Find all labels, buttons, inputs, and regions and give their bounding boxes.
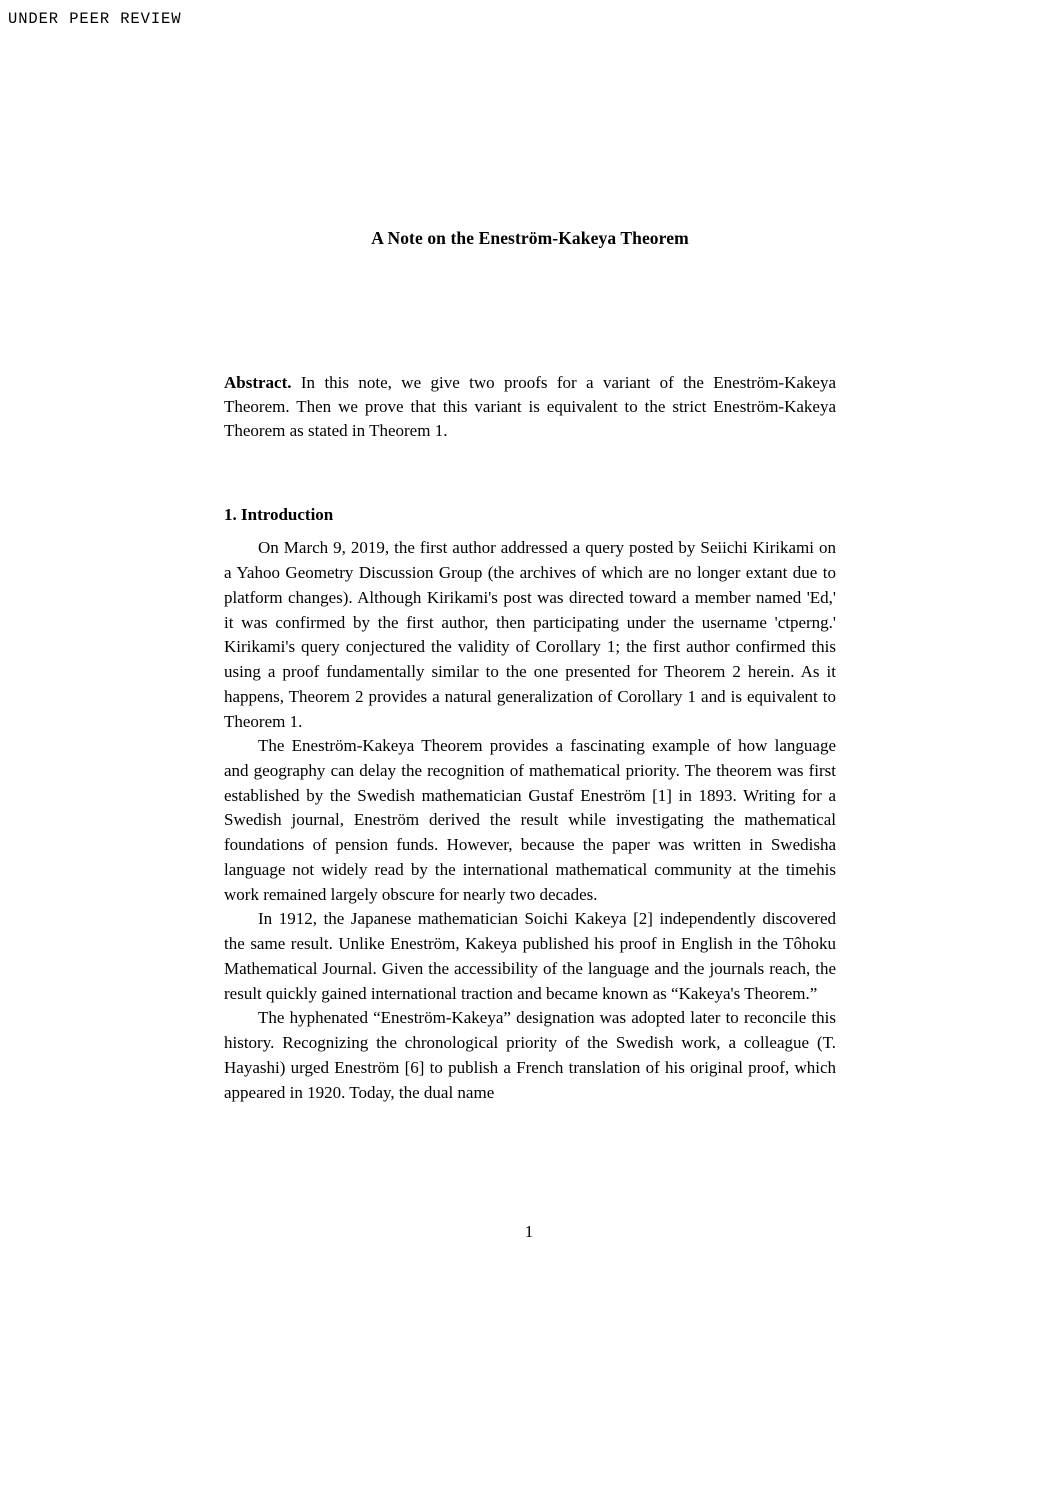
paragraph: The Eneström-Kakeya Theorem provides a fascinating example of how language and geography can delay the recognition of mathematical priority. The theorem was first established by the Swedish mathematician Gustaf Eneström [1] in 1893. Writing for a Swedish journal, Eneström derived the result while investigating the mathematical foundations of pension funds. However, because the paper was written in Swedisha language not widely read by the international mathematical community at the timehis work remained largely obscure for nearly two decades. <box>224 736 836 904</box>
paragraph: On March 9, 2019, the first author addressed a query posted by Seiichi Kirikami on a Yahoo Geometry Discussion Group (the archives of which are no longer extant due to platform changes). Although Kirikami's post was directed toward a member named 'Ed,' it was confirmed by the first author, then participating under the username 'ctperng.' Kirikami's query conjectured the validity of Corollary 1; the first author confirmed this using a proof fundamentally similar to the one presented for Theorem 2 herein. As it happens, Theorem 2 provides a natural generalization of Corollary 1 and is equivalent to Theorem 1. <box>224 538 836 731</box>
peer-review-watermark: UNDER PEER REVIEW <box>8 10 182 28</box>
page-content <box>224 0 836 1105</box>
abstract-text: In this note, we give two proofs for a variant of the Eneström-Kakeya Theorem. Then we prove that this variant is equivalent to the strict Eneström-Kakeya Theorem as stated in Theorem 1. <box>224 373 836 441</box>
abstract-block <box>224 371 836 443</box>
page-number: 1 <box>524 1222 534 1241</box>
page-title: A Note on the Eneström-Kakeya Theorem <box>371 228 689 248</box>
section-heading-introduction: 1. Introduction <box>224 505 334 525</box>
paragraph: The hyphenated “Eneström-Kakeya” designation was adopted later to reconcile this history. Recognizing the chronological priority of the Swedish work, a colleague (T. Hayashi) urged Eneström [6] to publish a French translation of his original proof, which appeared in 1920. Today, the dual name <box>224 1008 836 1102</box>
abstract-label: Abstract. <box>224 373 292 392</box>
paragraph: In 1912, the Japanese mathematician Soichi Kakeya [2] independently discovered the same result. Unlike Eneström, Kakeya published his proof in English in the Tôhoku Mathematical Journal. Given the accessibility of the language and the journals reach, the result quickly gained international traction and became known as “Kakeya's Theorem.” <box>224 909 836 1003</box>
